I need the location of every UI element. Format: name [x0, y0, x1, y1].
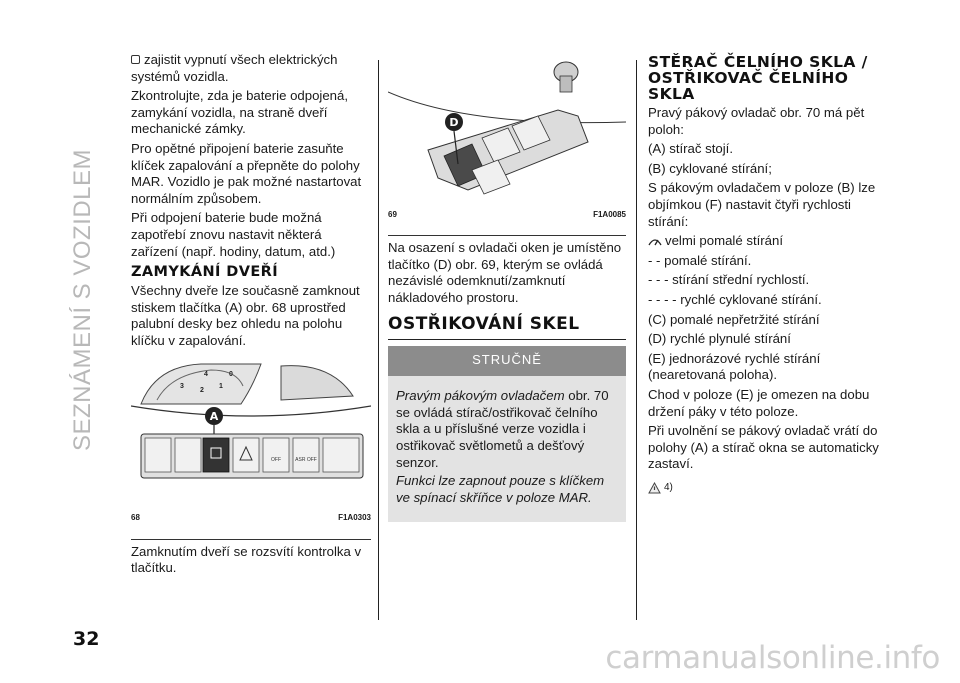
figure-number: 68 [131, 513, 140, 523]
callout-d: D [449, 116, 459, 129]
column-3 [648, 52, 888, 499]
summary-box [388, 346, 626, 523]
dial-label: 1 [219, 382, 223, 390]
paragraph: Všechny dveře lze současně zamknout stiskem tlačítka (A) obr. 68 uprostřed palubní desky bez ohledu na polohu klíčku v zapalování. [131, 283, 360, 348]
page-number: 32 [73, 628, 100, 650]
figure-code: F1A0303 [338, 513, 371, 523]
paragraph: (B) cyklované stírání; [648, 160, 772, 176]
paragraph [648, 233, 888, 250]
footer-watermark: carmanualsonline.info [605, 640, 940, 676]
paragraph: Při uvolnění se pákový ovladač vrátí do polohy (A) a stírač okna se automaticky zastaví. [648, 423, 879, 472]
warning-triangle-icon [648, 482, 661, 494]
dial-label: 3 [180, 382, 184, 390]
column-divider [636, 60, 637, 620]
paragraph: (C) pomalé nepřetržité stírání [648, 311, 820, 327]
dial-label: 0 [229, 370, 233, 378]
dashboard-button-illustration [131, 356, 371, 506]
button-label: OFF [271, 456, 281, 463]
paragraph: Při odpojení baterie bude možná zapotřebí znovu nastavit některá zařízení (např. hodiny, datum, atd.) [131, 210, 336, 259]
checkbox-icon [131, 55, 140, 64]
paragraph: S pákovým ovladačem v poloze (B) lze objímkou (F) nastavit čtyři rychlosti stírání: [648, 180, 876, 229]
figure-caption [388, 207, 626, 224]
button-label: ASR OFF [295, 456, 317, 463]
paragraph: - - pomalé stírání. [648, 252, 752, 268]
chapter-heading: OSTŘIKOVÁNÍ SKEL [388, 315, 626, 340]
paragraph: Zamknutím dveří se rozsvítí kontrolka v tlačítku. [131, 543, 362, 576]
column-2 [388, 52, 626, 522]
figure-caption [131, 510, 371, 527]
figure-code: F1A0085 [593, 209, 626, 219]
paragraph-text: zajistit vypnutí všech elektrických systémů vozidla. [131, 52, 338, 84]
dial-label: 4 [204, 370, 208, 378]
warning-reference [648, 480, 673, 497]
column-1 [131, 52, 371, 580]
callout-a: A [209, 409, 219, 423]
wiper-icon [648, 237, 662, 247]
paragraph: (D) rychlé plynulé stírání [648, 331, 791, 347]
column-divider [378, 60, 379, 620]
paragraph: Na osazení s ovladači oken je umístěno tlačítko (D) obr. 69, kterým se ovládá nezávislé odemknutí/zamknutí nákladového prostoru. [388, 240, 622, 305]
figure-number: 69 [388, 209, 397, 219]
paragraph: (A) stírač stojí. [648, 141, 733, 157]
paragraph: Chod v poloze (E) je omezen na dobu držení páky v této poloze. [648, 386, 870, 419]
dial-label: 2 [200, 386, 204, 394]
figure-68 [131, 356, 371, 540]
paragraph: Pro opětné připojení baterie zasuňte klíček zapalování a přepněte do polohy MAR. Vozidlo je pak možné nastartovat normálním způsobem. [131, 140, 362, 206]
chapter-side-title: SEZNÁMENÍ S VOZIDLEM [69, 148, 96, 452]
paragraph: Pravý pákový ovladač obr. 70 má pět poloh: [648, 105, 865, 137]
summary-paragraph: Funkci lze zapnout pouze s klíčkem ve spínací skříňce v poloze MAR. [396, 473, 605, 505]
summary-title: STRUČNĚ [388, 346, 626, 377]
paragraph: - - - stírání střední rychlostí. [648, 272, 810, 288]
paragraph: (E) jednorázové rychlé stírání (nearetovaná poloha). [648, 350, 821, 383]
paragraph: - - - - rychlé cyklované stírání. [648, 291, 822, 307]
paragraph: Zkontrolujte, zda je baterie odpojená, zamykání vozidla, na straně dveří mechanické zámky. [131, 88, 349, 137]
section-heading: ZAMYKÁNÍ DVEŘÍ [131, 264, 279, 281]
window-switch-panel-illustration [388, 52, 626, 202]
paragraph [131, 52, 371, 85]
summary-text: obr. 70 se ovládá stírač/ostřikovač čelního skla a u příslušné verze vozidla i ostřikovač světlometů a dešťový senzor. [396, 388, 609, 470]
paragraph-text: velmi pomalé stírání [665, 233, 783, 249]
summary-text: Pravým pákovým ovladačem [396, 388, 565, 404]
summary-paragraph [388, 388, 626, 471]
section-heading: STĚRAČ ČELNÍHO SKLA / OSTŘIKOVAČ ČELNÍHO SKLA [648, 53, 868, 103]
figure-69 [388, 52, 626, 236]
reference-number: 4) [664, 481, 673, 493]
